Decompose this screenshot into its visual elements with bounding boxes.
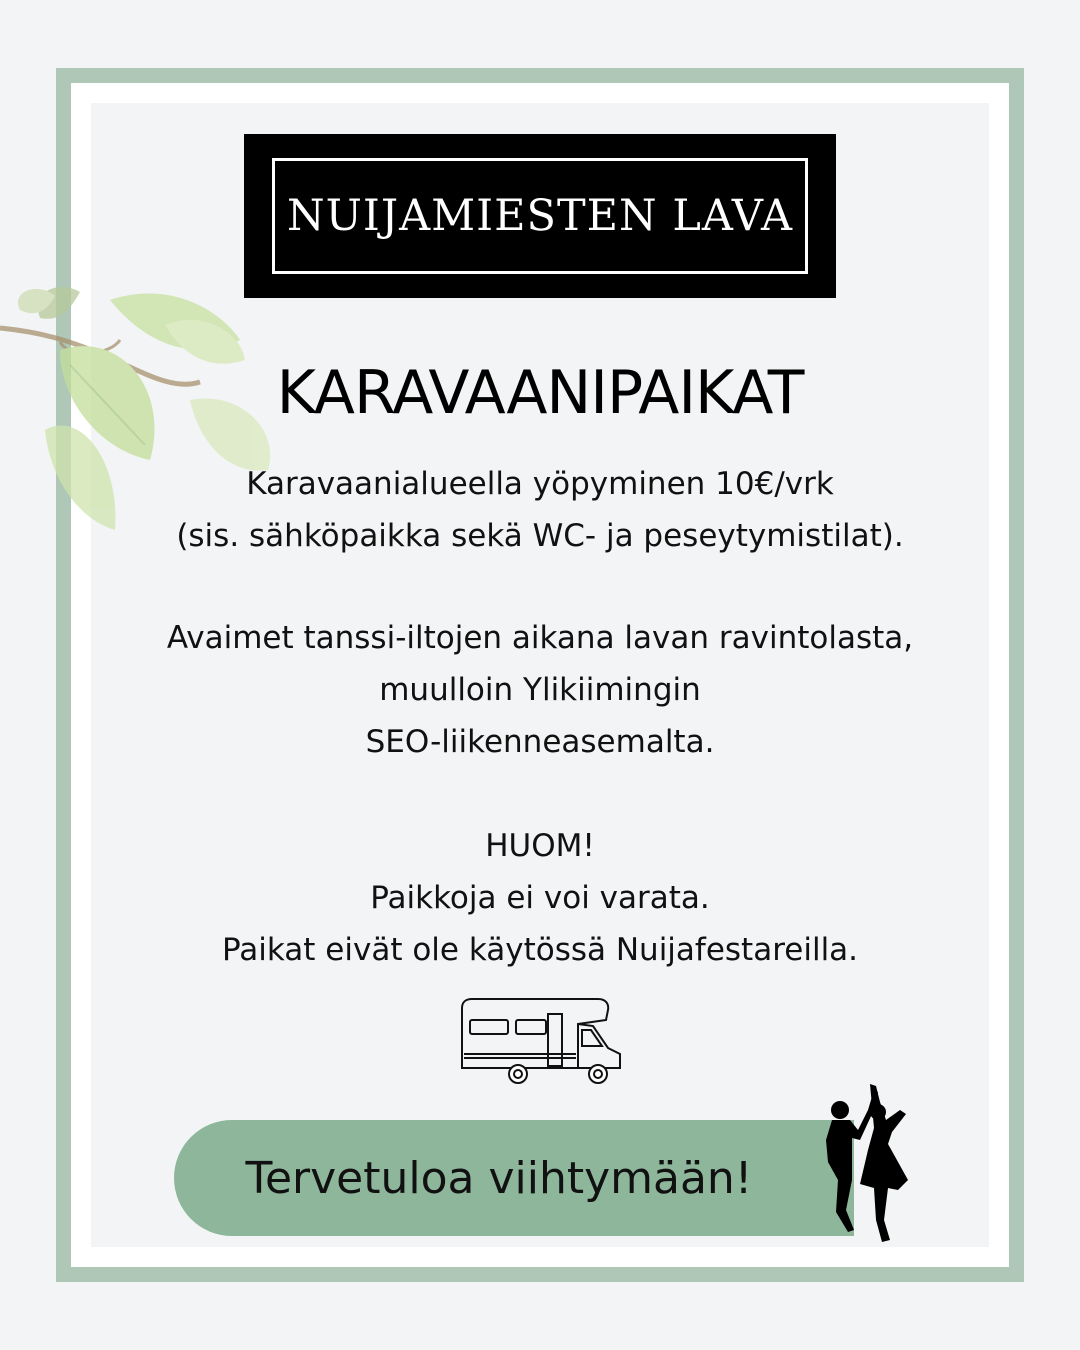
notice xyxy=(90,820,990,976)
logo-text: NUIJAMIESTEN LAVA xyxy=(286,191,794,241)
keys-info xyxy=(90,612,990,768)
price-info xyxy=(90,458,990,562)
price-includes-line: (sis. sähköpaikka sekä WC- ja peseytymistilat). xyxy=(176,518,904,554)
notice-line-2: Paikat eivät ole käytössä Nuijafestareilla. xyxy=(221,932,859,968)
page-title: KARAVAANIPAIKAT xyxy=(276,358,804,428)
price-line: Karavaanialueella yöpyminen 10€/vrk xyxy=(246,466,834,502)
notice-line-1: Paikkoja ei voi varata. xyxy=(370,880,710,916)
caravan-icon xyxy=(458,996,622,1086)
notice-heading: HUOM! xyxy=(485,828,595,864)
logo-frame xyxy=(272,158,808,274)
welcome-banner xyxy=(174,1120,854,1236)
keys-line-2: muulloin Ylikiimingin xyxy=(379,672,701,708)
keys-line-3: SEO-liikenneasemalta. xyxy=(365,724,715,760)
welcome-text: Tervetuloa viihtymään! xyxy=(245,1152,753,1204)
keys-line-1: Avaimet tanssi-iltojen aikana lavan ravintolasta, xyxy=(166,620,914,656)
dancing-couple-icon xyxy=(818,1080,918,1246)
logo xyxy=(244,134,836,298)
